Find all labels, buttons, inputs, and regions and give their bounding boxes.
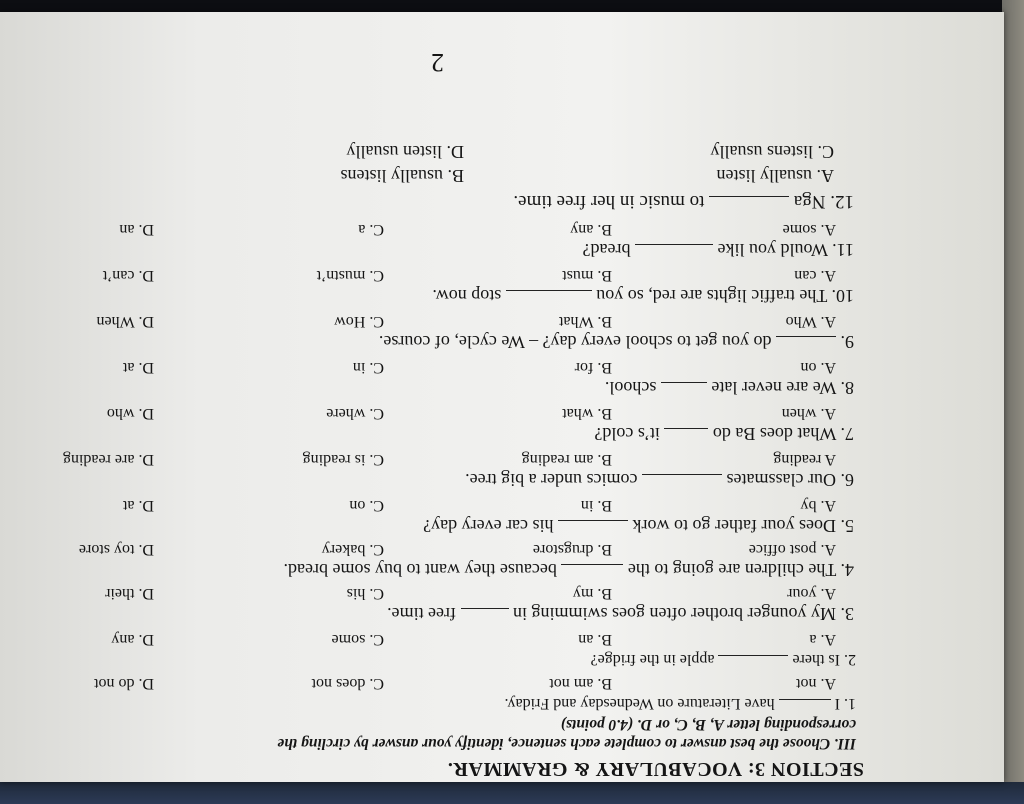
question-1-option-a[interactable]: A. not — [796, 675, 836, 692]
question-10-option-d[interactable]: D. can’t — [102, 267, 154, 284]
question-9-option-b[interactable]: B. What — [558, 313, 612, 330]
question-1-option-b[interactable]: B. am not — [549, 675, 612, 692]
question-6 — [465, 469, 854, 490]
question-7-option-a[interactable]: A. when — [781, 405, 836, 422]
question-8-option-d[interactable]: D. at — [122, 359, 154, 376]
question-3-option-c[interactable]: C. his — [346, 585, 384, 602]
question-10-option-a[interactable]: A. can — [794, 267, 836, 284]
answer-blank — [664, 428, 708, 430]
question-1-tail: have Literature on Wednesday and Friday. — [504, 695, 775, 712]
question-12-option-d[interactable]: D. listen usually — [346, 142, 464, 162]
question-8-option-c[interactable]: C. in — [352, 359, 384, 376]
question-6-option-c[interactable]: C. is reading — [302, 451, 384, 468]
question-10-stem: 10. The traffic lights are red, so you — [596, 286, 854, 306]
worksheet-paper — [0, 12, 1004, 782]
question-9-stem: 9. — [840, 332, 854, 352]
question-11 — [582, 239, 854, 260]
question-12-option-c[interactable]: C. listens usually — [710, 142, 834, 162]
question-3-tail: free time. — [387, 604, 457, 624]
answer-blank — [561, 564, 623, 566]
worksheet-page — [0, 12, 1004, 782]
question-12-option-b[interactable]: B. usually listens — [340, 166, 464, 186]
answer-blank — [506, 290, 592, 292]
question-7-tail: it’s cold? — [594, 424, 660, 444]
answer-blank — [779, 699, 831, 701]
question-12-tail: to music in her free time. — [513, 191, 705, 212]
question-8 — [605, 377, 854, 398]
question-10 — [432, 285, 854, 306]
answer-blank — [718, 655, 788, 657]
question-7-stem: 7. What does Ba do — [712, 424, 854, 444]
answer-blank — [635, 244, 713, 246]
question-9-tail: do you get to school every day? – We cycle, of course. — [378, 332, 772, 352]
question-11-option-b[interactable]: B. any — [570, 221, 612, 238]
question-12-option-a[interactable]: A. usually listen — [716, 166, 834, 186]
question-3 — [387, 603, 854, 624]
question-5-option-c[interactable]: C. on — [349, 497, 384, 514]
instruction-line-1: III. Choose the best answer to complete each sentence, identify your answer by circling the — [277, 735, 856, 752]
question-6-option-a[interactable]: A reading — [773, 451, 836, 468]
question-9-option-d[interactable]: D. When — [96, 313, 154, 330]
question-5-tail: his car every day? — [423, 516, 554, 536]
question-9-option-c[interactable]: C. How — [334, 313, 384, 330]
question-4-option-d[interactable]: D. toy store — [78, 541, 154, 558]
question-9 — [379, 331, 854, 352]
answer-blank — [709, 196, 789, 198]
page-number: 2 — [431, 48, 444, 77]
question-3-option-b[interactable]: B. my — [572, 585, 612, 602]
answer-blank — [661, 382, 707, 384]
question-4-stem: 4. The children are going to the — [627, 560, 854, 580]
question-7-option-b[interactable]: B. what — [562, 405, 612, 422]
question-2-option-b[interactable]: B. an — [578, 631, 612, 648]
question-4-tail: because they want to buy some bread. — [283, 560, 557, 580]
question-2-stem: 2. Is there — [792, 651, 856, 668]
question-10-tail: stop now. — [432, 286, 502, 306]
answer-blank — [461, 608, 509, 610]
question-9-option-a[interactable]: A. Who — [785, 313, 836, 330]
question-11-option-d[interactable]: D. an — [119, 221, 154, 238]
question-5-option-d[interactable]: D. at — [122, 497, 154, 514]
question-5-option-b[interactable]: B. in — [580, 497, 612, 514]
question-4 — [283, 559, 854, 580]
question-3-option-a[interactable]: A. your — [787, 585, 836, 602]
question-6-tail: comics under a big tree. — [465, 470, 638, 490]
photo-right-background — [1002, 0, 1024, 804]
question-4-option-a[interactable]: A. post office — [748, 541, 836, 558]
instruction-line-2: corresponding letter A, B, C, or D. (4.0 points) — [560, 716, 856, 733]
question-2-option-c[interactable]: C. some — [331, 631, 384, 648]
question-4-option-c[interactable]: C. bakery — [321, 541, 384, 558]
question-10-option-c[interactable]: C. mustn’t — [316, 267, 384, 284]
question-1-stem: 1. I — [834, 695, 856, 712]
question-8-option-a[interactable]: A. on — [800, 359, 836, 376]
answer-blank — [558, 520, 628, 522]
question-2-tail: apple in the fridge? — [590, 651, 715, 668]
question-6-option-d[interactable]: D. are reading — [62, 451, 154, 468]
question-1 — [505, 694, 857, 712]
question-1-option-d[interactable]: D. do not — [94, 675, 154, 692]
question-5-stem: 5. Does your father go to work — [632, 516, 854, 536]
question-11-option-c[interactable]: C. a — [358, 221, 384, 238]
question-11-stem: 11. Would you like — [717, 240, 854, 260]
question-2 — [591, 650, 856, 668]
question-6-option-b[interactable]: B. am reading — [521, 451, 612, 468]
question-8-tail: school. — [604, 378, 657, 398]
section-title: SECTION 3: VOCABULARY & GRAMMAR. — [447, 758, 864, 780]
question-2-option-a[interactable]: A. a — [809, 631, 836, 648]
question-5 — [423, 515, 854, 536]
question-5-option-a[interactable]: A. by — [800, 497, 836, 514]
question-10-option-b[interactable]: B. must — [562, 267, 612, 284]
question-12 — [513, 190, 854, 212]
question-2-option-d[interactable]: D. any — [111, 631, 154, 648]
question-11-option-a[interactable]: A. some — [782, 221, 836, 238]
question-7-option-c[interactable]: C. where — [326, 405, 384, 422]
question-3-option-d[interactable]: D. their — [105, 585, 154, 602]
question-8-option-b[interactable]: B. for — [574, 359, 612, 376]
question-3-stem: 3. My younger brother often goes swimming in — [513, 604, 854, 624]
question-11-tail: bread? — [582, 240, 631, 260]
question-4-option-b[interactable]: B. drugstore — [532, 541, 612, 558]
answer-blank — [642, 474, 722, 476]
question-7-option-d[interactable]: D. who — [106, 405, 154, 422]
photo-bottom-background — [0, 782, 1024, 804]
question-12-stem: 12. Nga — [793, 191, 854, 212]
question-8-stem: 8. We are never late — [711, 378, 854, 398]
question-6-stem: 6. Our classmates — [726, 470, 854, 490]
question-1-option-c[interactable]: C. does not — [311, 675, 384, 692]
question-7 — [594, 423, 854, 444]
answer-blank — [776, 336, 836, 338]
